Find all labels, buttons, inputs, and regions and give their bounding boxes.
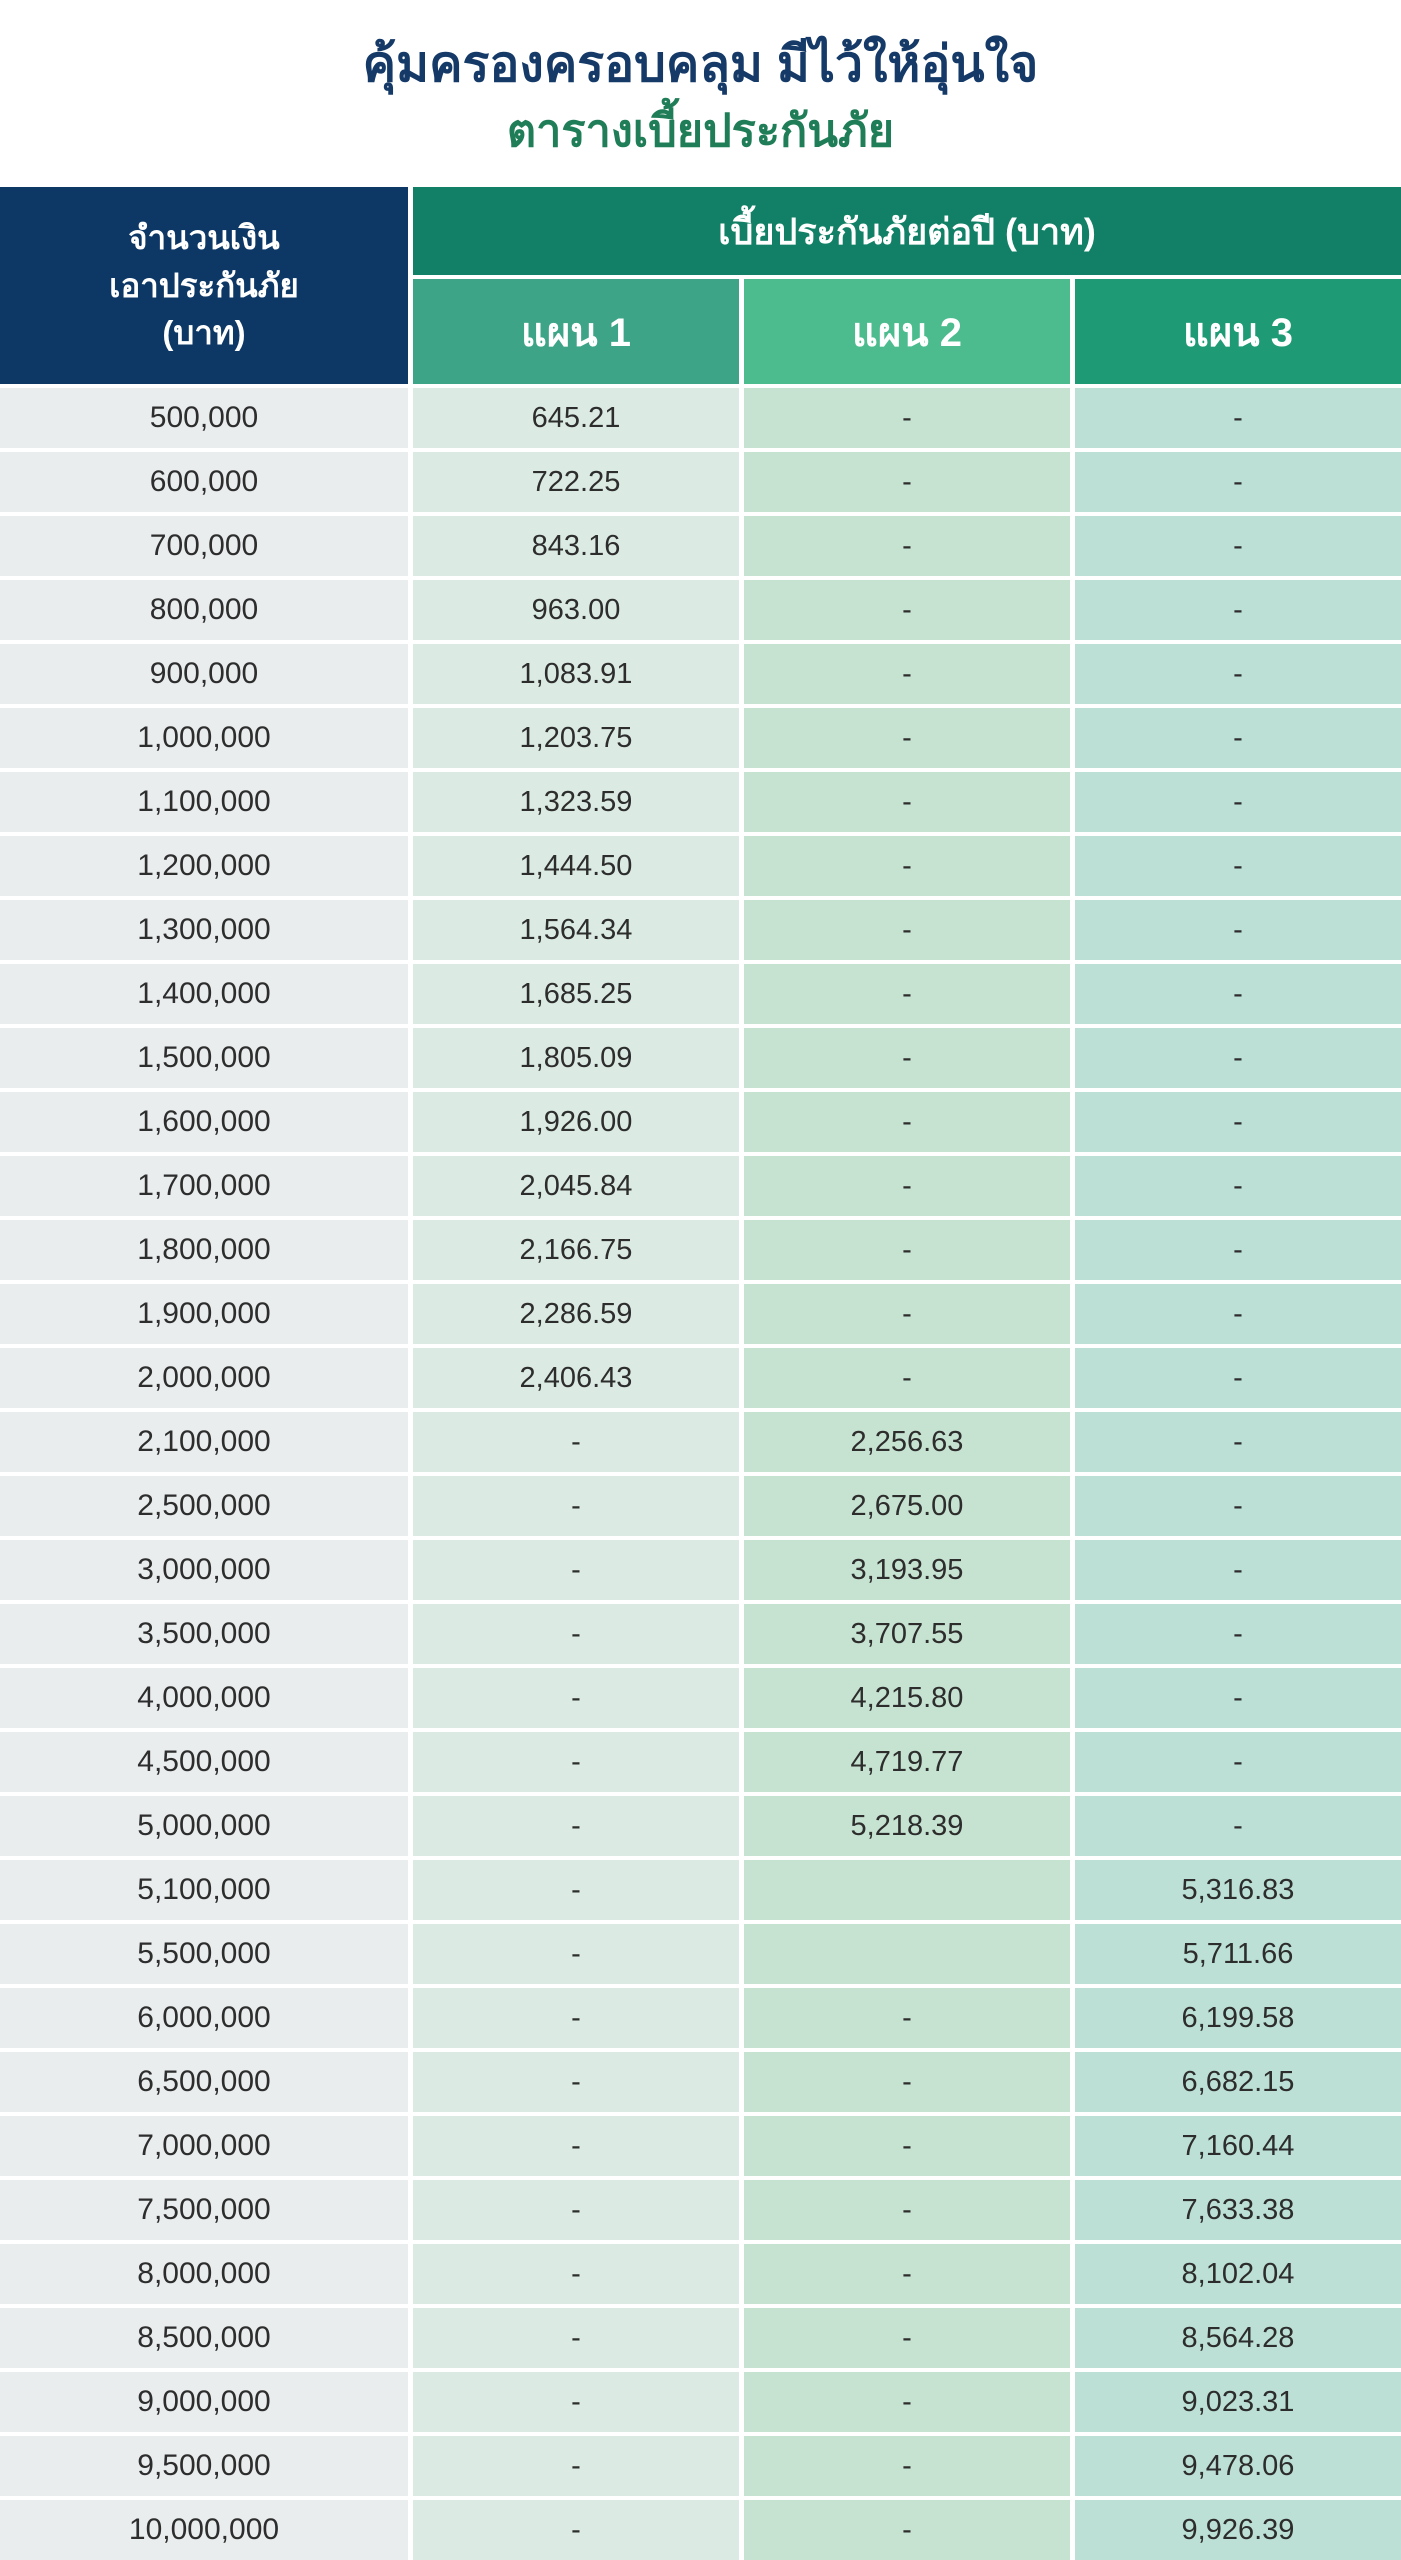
plan-3-value-cell: 6,199.58	[1075, 1988, 1401, 2048]
plan-2-value-cell: -	[744, 964, 1070, 1024]
plan-3-value-cell: -	[1075, 964, 1401, 1024]
plan-1-value-cell: -	[413, 2500, 739, 2560]
plan-1-value-cell: -	[413, 1860, 739, 1920]
plan-3-value-cell: -	[1075, 1476, 1401, 1536]
plan-3-value-cell: -	[1075, 900, 1401, 960]
plan-1-value-cell: -	[413, 2372, 739, 2432]
plan-2-value-cell: -	[744, 452, 1070, 512]
plan-3-value-cell: -	[1075, 516, 1401, 576]
plan-2-value-cell: -	[744, 1092, 1070, 1152]
plan-3-value-cell: -	[1075, 1284, 1401, 1344]
plan-2-value-cell: -	[744, 1028, 1070, 1088]
sum-insured-cell: 9,500,000	[0, 2436, 408, 2496]
plan-2-value-cell	[744, 1860, 1070, 1920]
plan-3-value-cell: -	[1075, 1796, 1401, 1856]
sum-insured-cell: 1,600,000	[0, 1092, 408, 1152]
plan-2-value-cell: -	[744, 1220, 1070, 1280]
plan-1-value-cell: 722.25	[413, 452, 739, 512]
plan-1-value-cell: 1,805.09	[413, 1028, 739, 1088]
plan-1-value-cell: 645.21	[413, 388, 739, 448]
sum-insured-cell: 2,100,000	[0, 1412, 408, 1472]
plan-2-value-cell: -	[744, 580, 1070, 640]
plan-1-header-cell: แผน 1	[413, 279, 739, 384]
sum-insured-cell: 1,100,000	[0, 772, 408, 832]
plan-2-value-cell: -	[744, 2052, 1070, 2112]
plan-2-value-cell: 2,675.00	[744, 1476, 1070, 1536]
plan-2-value-cell	[744, 1924, 1070, 1984]
sum-insured-cell: 2,500,000	[0, 1476, 408, 1536]
plan-3-value-cell: 9,023.31	[1075, 2372, 1401, 2432]
sum-insured-cell: 10,000,000	[0, 2500, 408, 2560]
plan-3-value-cell: -	[1075, 1604, 1401, 1664]
plan-2-value-cell: 3,193.95	[744, 1540, 1070, 1600]
sum-insured-cell: 8,000,000	[0, 2244, 408, 2304]
plan-3-value-cell: -	[1075, 1220, 1401, 1280]
sum-insured-cell: 6,000,000	[0, 1988, 408, 2048]
sum-insured-header-cell	[0, 187, 408, 384]
sum-insured-cell: 8,500,000	[0, 2308, 408, 2368]
plan-3-value-cell: -	[1075, 1156, 1401, 1216]
plan-1-value-cell: -	[413, 2052, 739, 2112]
sum-insured-cell: 1,900,000	[0, 1284, 408, 1344]
plan-2-value-cell: -	[744, 2244, 1070, 2304]
sum-insured-header-line-2: เอาประกันภัย	[109, 266, 299, 304]
plan-2-value-cell: -	[744, 708, 1070, 768]
plan-2-value-cell: 5,218.39	[744, 1796, 1070, 1856]
sum-insured-cell: 1,400,000	[0, 964, 408, 1024]
sum-insured-cell: 1,300,000	[0, 900, 408, 960]
plan-2-value-cell: -	[744, 900, 1070, 960]
plan-2-value-cell: -	[744, 388, 1070, 448]
sum-insured-cell: 1,700,000	[0, 1156, 408, 1216]
sum-insured-cell: 1,500,000	[0, 1028, 408, 1088]
plan-1-value-cell: 1,203.75	[413, 708, 739, 768]
plan-1-value-cell: -	[413, 2436, 739, 2496]
sum-insured-header-line-1: จำนวนเงิน	[128, 218, 280, 256]
plan-2-value-cell: -	[744, 2308, 1070, 2368]
sum-insured-cell: 600,000	[0, 452, 408, 512]
plan-1-value-cell: 1,083.91	[413, 644, 739, 704]
sum-insured-cell: 500,000	[0, 388, 408, 448]
plan-3-value-cell: 7,160.44	[1075, 2116, 1401, 2176]
plan-3-value-cell: -	[1075, 1092, 1401, 1152]
plan-2-value-cell: -	[744, 2180, 1070, 2240]
title-block	[0, 0, 1401, 187]
plan-1-value-cell: -	[413, 1732, 739, 1792]
sum-insured-cell: 3,000,000	[0, 1540, 408, 1600]
plan-1-value-cell: -	[413, 2308, 739, 2368]
plan-1-value-cell: -	[413, 1412, 739, 1472]
sum-insured-cell: 6,500,000	[0, 2052, 408, 2112]
sum-insured-cell: 7,500,000	[0, 2180, 408, 2240]
plan-2-value-cell: -	[744, 2116, 1070, 2176]
plan-1-value-cell: 1,444.50	[413, 836, 739, 896]
plan-1-value-cell: -	[413, 1604, 739, 1664]
plan-3-value-cell: 5,316.83	[1075, 1860, 1401, 1920]
plan-3-value-cell: 8,564.28	[1075, 2308, 1401, 2368]
sum-insured-header-line-3: (บาท)	[162, 314, 246, 352]
plan-3-value-cell: 5,711.66	[1075, 1924, 1401, 1984]
plan-2-value-cell: -	[744, 516, 1070, 576]
annual-premium-header-cell: เบี้ยประกันภัยต่อปี (บาท)	[413, 187, 1401, 275]
plan-1-value-cell: -	[413, 1476, 739, 1536]
plan-2-value-cell: -	[744, 1156, 1070, 1216]
plan-3-value-cell: -	[1075, 1412, 1401, 1472]
page-subtitle: ตารางเบี้ยประกันภัย	[506, 105, 895, 157]
plan-2-value-cell: -	[744, 2372, 1070, 2432]
plan-3-value-cell: -	[1075, 772, 1401, 832]
plan-3-value-cell: -	[1075, 644, 1401, 704]
plan-3-value-cell: 6,682.15	[1075, 2052, 1401, 2112]
plan-1-value-cell: -	[413, 1796, 739, 1856]
sum-insured-cell: 900,000	[0, 644, 408, 704]
sum-insured-cell: 2,000,000	[0, 1348, 408, 1408]
sum-insured-cell: 9,000,000	[0, 2372, 408, 2432]
plan-3-value-cell: 9,926.39	[1075, 2500, 1401, 2560]
plan-1-value-cell: 2,045.84	[413, 1156, 739, 1216]
plan-3-value-cell: 9,478.06	[1075, 2436, 1401, 2496]
plan-3-value-cell: -	[1075, 452, 1401, 512]
sum-insured-cell: 7,000,000	[0, 2116, 408, 2176]
plan-1-value-cell: -	[413, 1924, 739, 1984]
sum-insured-cell: 1,800,000	[0, 1220, 408, 1280]
plan-2-value-cell: -	[744, 1348, 1070, 1408]
sum-insured-cell: 1,200,000	[0, 836, 408, 896]
plan-3-value-cell: -	[1075, 1028, 1401, 1088]
sum-insured-cell: 3,500,000	[0, 1604, 408, 1664]
plan-3-value-cell: -	[1075, 1732, 1401, 1792]
plan-1-value-cell: -	[413, 1988, 739, 2048]
sum-insured-cell: 5,500,000	[0, 1924, 408, 1984]
plan-3-value-cell: -	[1075, 388, 1401, 448]
plan-2-value-cell: 4,719.77	[744, 1732, 1070, 1792]
plan-2-value-cell: -	[744, 1988, 1070, 2048]
plan-1-value-cell: -	[413, 2180, 739, 2240]
sum-insured-cell: 5,000,000	[0, 1796, 408, 1856]
plan-3-header-cell: แผน 3	[1075, 279, 1401, 384]
plan-2-value-cell: 4,215.80	[744, 1668, 1070, 1728]
plan-2-value-cell: -	[744, 772, 1070, 832]
plan-1-value-cell: 2,286.59	[413, 1284, 739, 1344]
plan-2-value-cell: 2,256.63	[744, 1412, 1070, 1472]
plan-3-value-cell: -	[1075, 580, 1401, 640]
plan-2-value-cell: -	[744, 1284, 1070, 1344]
sum-insured-cell: 700,000	[0, 516, 408, 576]
plan-1-value-cell: 2,406.43	[413, 1348, 739, 1408]
sum-insured-cell: 5,100,000	[0, 1860, 408, 1920]
plan-1-value-cell: -	[413, 2116, 739, 2176]
plan-1-value-cell: -	[413, 1668, 739, 1728]
plan-3-value-cell: 7,633.38	[1075, 2180, 1401, 2240]
plan-3-value-cell: -	[1075, 1668, 1401, 1728]
plan-1-value-cell: -	[413, 1540, 739, 1600]
plan-3-value-cell: -	[1075, 836, 1401, 896]
plan-1-value-cell: 1,323.59	[413, 772, 739, 832]
page-title: คุ้มครองครอบคลุม มีไว้ให้อุ่นใจ	[362, 36, 1039, 93]
plan-1-value-cell: 963.00	[413, 580, 739, 640]
plan-2-value-cell: -	[744, 2500, 1070, 2560]
plan-2-header-cell: แผน 2	[744, 279, 1070, 384]
plan-2-value-cell: -	[744, 2436, 1070, 2496]
sum-insured-cell: 4,500,000	[0, 1732, 408, 1792]
plan-2-value-cell: -	[744, 836, 1070, 896]
plan-3-value-cell: -	[1075, 1540, 1401, 1600]
sum-insured-cell: 800,000	[0, 580, 408, 640]
plan-1-value-cell: 1,926.00	[413, 1092, 739, 1152]
plan-3-value-cell: 8,102.04	[1075, 2244, 1401, 2304]
sum-insured-cell: 4,000,000	[0, 1668, 408, 1728]
plan-2-value-cell: -	[744, 644, 1070, 704]
plan-1-value-cell: 1,685.25	[413, 964, 739, 1024]
plan-1-value-cell: 1,564.34	[413, 900, 739, 960]
plan-1-value-cell: -	[413, 2244, 739, 2304]
plan-3-value-cell: -	[1075, 708, 1401, 768]
plan-1-value-cell: 843.16	[413, 516, 739, 576]
sum-insured-cell: 1,000,000	[0, 708, 408, 768]
premium-table	[0, 187, 1401, 2560]
plan-1-value-cell: 2,166.75	[413, 1220, 739, 1280]
plan-2-value-cell: 3,707.55	[744, 1604, 1070, 1664]
plan-3-value-cell: -	[1075, 1348, 1401, 1408]
